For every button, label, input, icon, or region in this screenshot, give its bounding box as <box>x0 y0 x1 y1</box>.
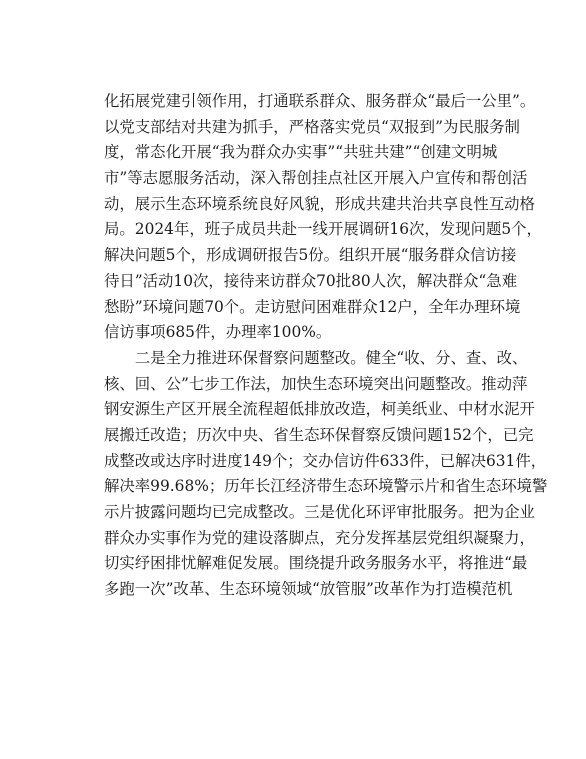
text-line: 解决率99.68%；历年长江经济带生态环境警示片和省生态环境警 <box>104 477 548 496</box>
paragraph-1 <box>104 89 542 346</box>
document-body <box>104 89 548 603</box>
text-line: 多跑一次”改革、生态环境领域“放管服”改革作为打造模范机 <box>104 580 513 599</box>
text-line: 化拓展党建引领作用，打通联系群众、服务群众“最后一公里”。 <box>104 92 536 110</box>
text-line: 待日”活动10次，接待来访群众70批80人次，解决群众“急难 <box>104 271 518 290</box>
text-line: 愁盼”环境问题70个。走访慰问困难群众12户，全年办理环境 <box>104 297 521 316</box>
text-line: 示片披露问题均已完成整改。三是优化环评审批服务。把为企业 <box>104 503 535 521</box>
text-line: 钢安源生产区开展全流程超低排放改造，柯美纸业、中材水泥开 <box>104 400 535 419</box>
text-line: 度，常态化开展“我为群众办实事”“共驻共建”“创建文明城 <box>104 143 498 162</box>
text-line: 局。2024年，班子成员共赴一线开展调研16次，发现问题5个， <box>104 220 542 239</box>
text-line: 成整改或达序时进度149个；交办信访件633件，已解决631件， <box>104 451 547 470</box>
paragraph-2 <box>104 346 548 603</box>
text-line: 市”等志愿服务活动，深入帮创挂点社区开展入户宣传和帮创活 <box>104 169 528 188</box>
text-line: 切实纾困排忧解难促发展。围绕提升政务服务水平，将推进“最 <box>104 554 528 573</box>
text-line: 展搬迁改造；历次中央、省生态环保督察反馈问题152个，已完 <box>104 425 534 444</box>
text-line: 以党支部结对共建为抓手，严格落实党员“双报到”为民服务制 <box>104 117 520 136</box>
text-line: 核、回、公”七步工作法，加快生态环境突出问题整改。推动萍 <box>104 374 528 393</box>
text-line: 解决问题5个，形成调研报告5份。组织开展“服务群众信访接 <box>104 246 517 265</box>
text-line: 二是全力推进环保督察问题整改。健全“收、分、查、改、 <box>104 348 528 367</box>
text-line: 信访事项685件，办理率100%。 <box>104 323 332 342</box>
text-line: 群众办实事作为党的建设落脚点，充分发挥基层党组织凝聚力， <box>104 528 535 547</box>
text-line: 动，展示生态环境系统良好风貌，形成共建共治共享良性互动格 <box>104 194 535 213</box>
